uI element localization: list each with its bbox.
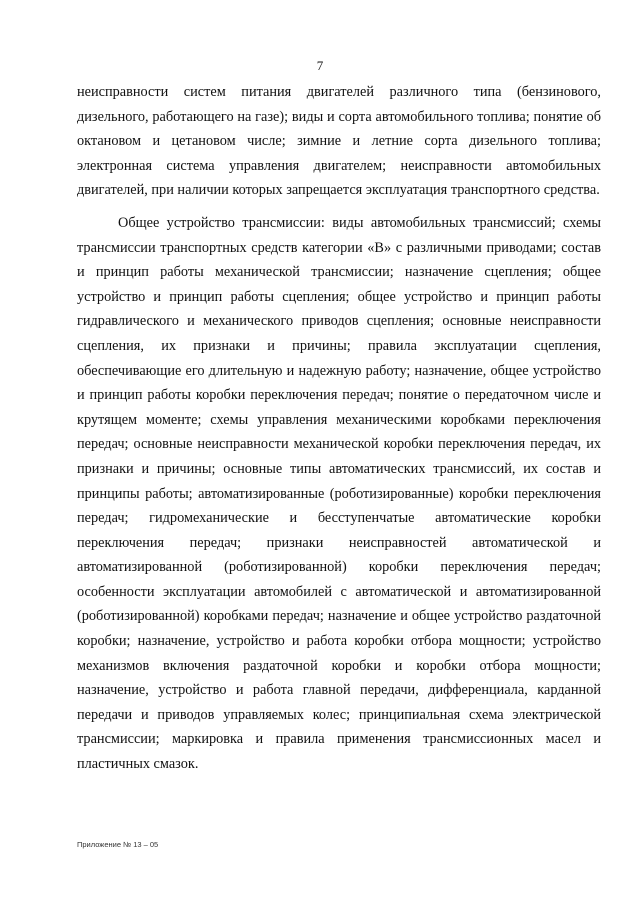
document-body bbox=[77, 80, 601, 777]
paragraph-transmission: Общее устройство трансмиссии: виды автомобильных трансмиссий; схемы трансмиссии транспортных средств категории «B» с различными приводами; состав и принцип работы механической трансмиссии; назначение сцепления; общее устройство и принцип работы сцепления; общее устройство и принцип работы гидравлического и механического приводов сцепления; основные неисправности сцепления, их признаки и причины; правила эксплуатации сцепления, обеспечивающие его длительную и надежную работу; назначение, общее устройство и принцип работы коробки переключения передач; понятие о передаточном числе и крутящем моменте; схемы управления механическими коробками переключения передач; основные неисправности механической коробки переключения передач, их признаки и причины; основные типы автоматических трансмиссий, их состав и принципы работы; автоматизированные (роботизированные) коробки переключения передач; гидромеханические и бесступенчатые автоматические коробки переключения передач; признаки неисправностей автоматической и автоматизированной (роботизированной) коробки переключения передач; особенности эксплуатации автомобилей с автоматической и автоматизированной (роботизированной) коробками передач; назначение и общее устройство раздаточной коробки; назначение, устройство и работа коробки отбора мощности; устройство механизмов включения раздаточной коробки и коробки отбора мощности; назначение, устройство и работа главной передачи, дифференциала, карданной передачи и приводов управляемых колес; принципиальная схема электрической трансмиссии; маркировка и правила применения трансмиссионных масел и пластичных смазок. bbox=[77, 214, 601, 773]
page-number: 7 bbox=[316, 58, 324, 73]
page-footer: Приложение № 13 – 05 bbox=[77, 840, 159, 849]
paragraph-engine-fuel-systems: неисправности систем питания двигателей различного типа (бензинового, дизельного, работающего на газе); виды и сорта автомобильного топлива; понятие об октановом и цетановом числе; зимние и летние сорта дизельного топлива; электронная система управления двигателем; неисправности автомобильных двигателей, при наличии которых запрещается эксплуатация транспортного средства. bbox=[77, 84, 601, 199]
